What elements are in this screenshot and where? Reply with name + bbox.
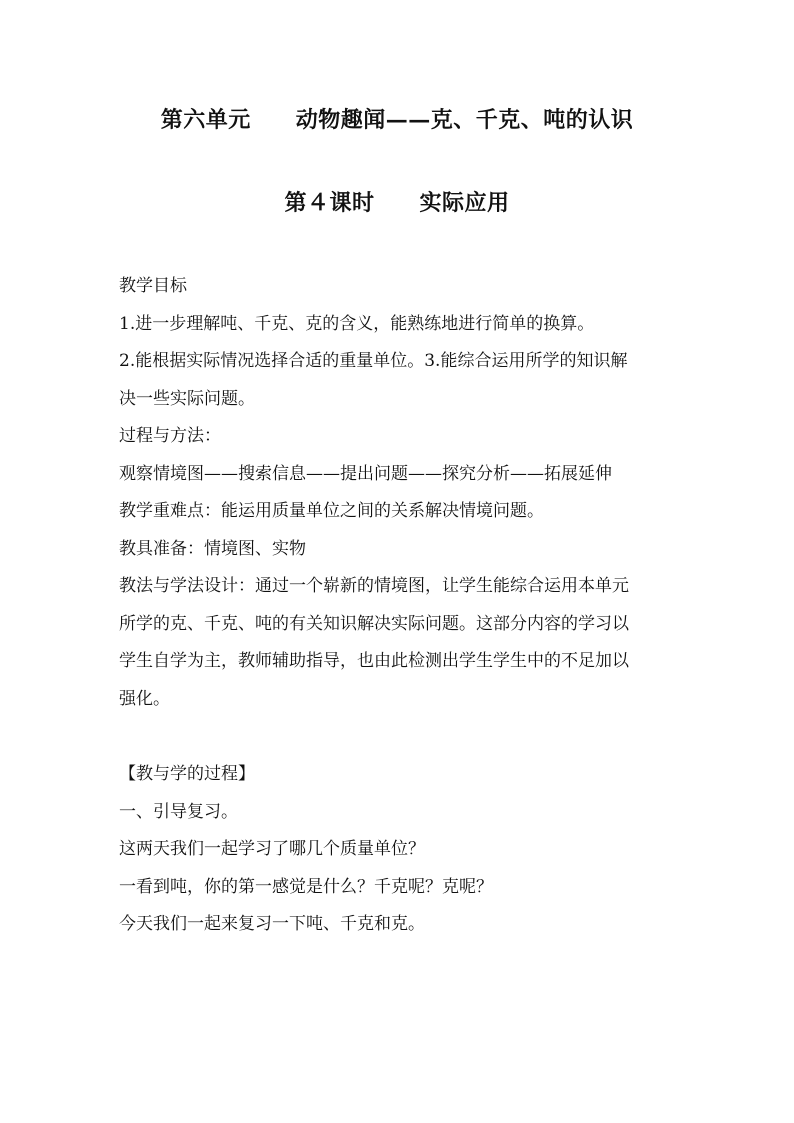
question-1: 这两天我们一起学习了哪几个质量单位？ (119, 839, 425, 859)
objective-1: 1.进一步理解吨、千克、克的含义，能熟练地进行简单的换算。 (119, 313, 595, 334)
design-line-1: 教法与学法设计：通过一个崭新的情境图，让学生能综合运用本单元 (119, 576, 629, 596)
objective-2-line-2: 决一些实际问题。 (119, 388, 255, 409)
question-2: 一看到吨，你的第一感觉是什么？千克呢？克呢？ (119, 876, 493, 897)
objective-2-line-1: 2.能根据实际情况选择合适的重量单位。3.能综合运用所学的知识解 (119, 351, 628, 371)
design-line-3: 学生自学为主，教师辅助指导，也由此检测出学生学生中的不足加以 (119, 651, 629, 671)
materials: 教具准备：情境图、实物 (119, 538, 306, 559)
objectives-heading: 教学目标 (119, 276, 187, 296)
lesson-title: 第４课时 实际应用 (284, 190, 510, 216)
key-points: 教学重难点：能运用质量单位之间的关系解决情境问题。 (119, 501, 544, 521)
design-line-2: 所学的克、千克、吨的有关知识解决实际问题。这部分内容的学习以 (119, 613, 629, 634)
process-steps: 观察情境图——搜索信息——提出问题——探究分析——拓展延伸 (119, 463, 612, 484)
spacer (119, 718, 679, 756)
question-3: 今天我们一起来复习一下吨、千克和克。 (119, 914, 425, 934)
process-heading: 过程与方法： (119, 426, 221, 446)
section-heading: 【教与学的过程】 (119, 764, 255, 784)
unit-title: 第六单元 动物趣闻——克、千克、吨的认识 (160, 107, 634, 133)
design-line-4: 强化。 (119, 688, 170, 709)
document-body (119, 268, 679, 944)
step-1: 一、引导复习。 (119, 801, 238, 822)
